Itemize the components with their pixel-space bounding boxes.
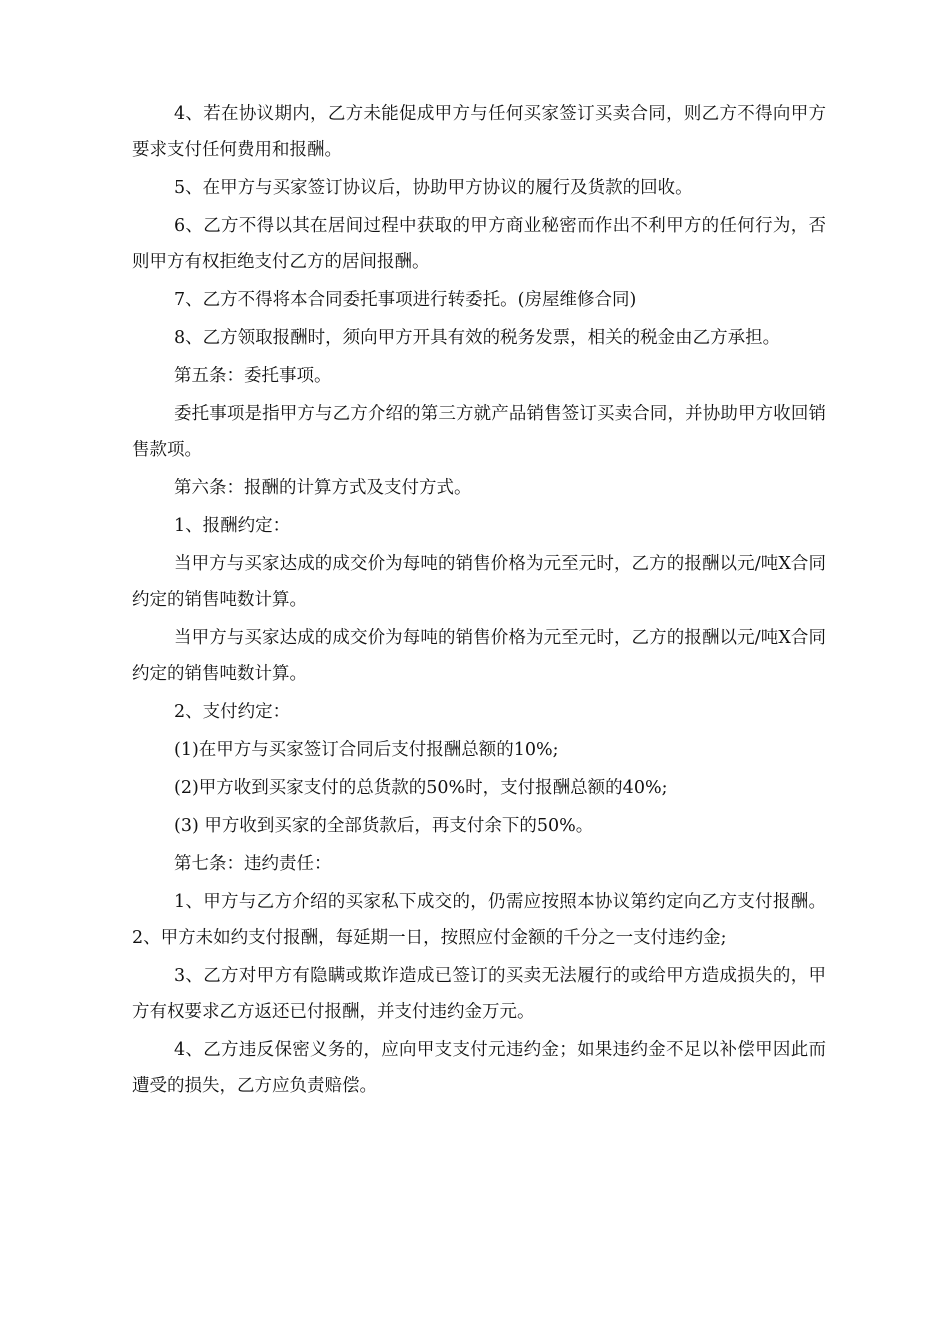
paragraph-payment-step-2: (2)甲方收到买家支付的总货款的50%时，支付报酬总额的40%; [174, 778, 668, 798]
paragraph-breach-1-2: 1、甲方与乙方介绍的买家私下成交的，仍需应按照本协议第约定向乙方支付报酬。2、甲方未如约支付报酬，每延期一日，按照应付金额的千分之一支付违约金; [132, 892, 826, 948]
paragraph-clause-6-secrets: 6、乙方不得以其在居间过程中获取的甲方商业秘密而作出不利甲方的任何行为，否则甲方有权拒绝支付乙方的居间报酬。 [132, 216, 826, 272]
paragraph-breach-3: 3、乙方对甲方有隐瞒或欺诈造成已签订的买卖无法履行的或给甲方造成损失的，甲方有权要求乙方返还已付报酬，并支付违约金万元。 [132, 966, 826, 1022]
paragraph-clause-7-no-subcommission: 7、乙方不得将本合同委托事项进行转委托。(房屋维修合同) [174, 290, 637, 310]
paragraph-remuneration-rule-2: 当甲方与买家达成的成交价为每吨的销售价格为元至元时，乙方的报酬以元/吨X合同约定的销售吨数计算。 [132, 628, 826, 684]
heading-payment-agreement: 2、支付约定： [174, 702, 291, 722]
paragraph-payment-step-3: (3) 甲方收到买家的全部货款后，再支付余下的50%。 [174, 816, 594, 836]
heading-article-7: 第七条：违约责任： [174, 854, 332, 874]
paragraph-commission-matter: 委托事项是指甲方与乙方介绍的第三方就产品销售签订买卖合同，并协助甲方收回销售款项。 [132, 404, 826, 460]
paragraph-clause-4-no-deal: 4、若在协议期内，乙方未能促成甲方与任何买家签订买卖合同，则乙方不得向甲方要求支付任何费用和报酬。 [132, 104, 826, 160]
document-body [132, 96, 826, 1106]
heading-remuneration-agreement: 1、报酬约定： [174, 516, 291, 536]
paragraph-clause-5-assist: 5、在甲方与买家签订协议后，协助甲方协议的履行及货款的回收。 [174, 178, 693, 198]
heading-article-6: 第六条：报酬的计算方式及支付方式。 [174, 478, 472, 498]
heading-article-5: 第五条：委托事项。 [174, 366, 332, 386]
paragraph-clause-8-invoice: 8、乙方领取报酬时，须向甲方开具有效的税务发票，相关的税金由乙方承担。 [174, 328, 781, 348]
paragraph-remuneration-rule-1: 当甲方与买家达成的成交价为每吨的销售价格为元至元时，乙方的报酬以元/吨X合同约定的销售吨数计算。 [132, 554, 826, 610]
paragraph-breach-4: 4、乙方违反保密义务的，应向甲支支付元违约金；如果违约金不足以补偿甲因此而遭受的损失，乙方应负责赔偿。 [132, 1040, 826, 1096]
paragraph-payment-step-1: (1)在甲方与买家签订合同后支付报酬总额的10%; [174, 740, 559, 760]
